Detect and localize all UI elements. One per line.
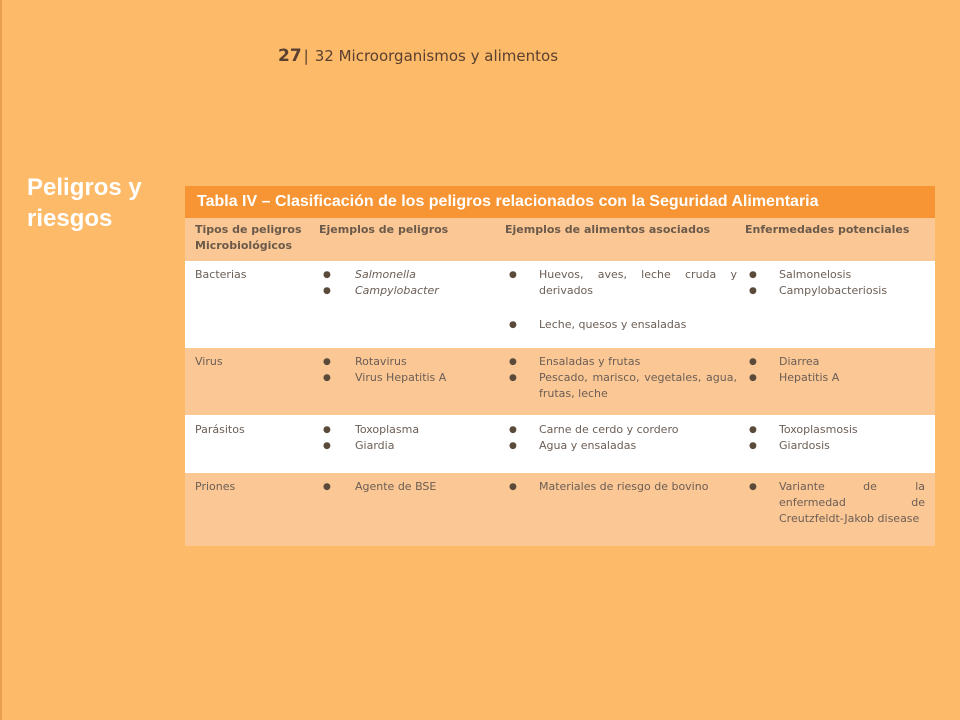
bullet-icon: ● — [749, 482, 757, 492]
bullet-icon: ● — [323, 482, 331, 492]
list-item: ● Pescado, marisco, vegetales, agua, frutas, leche — [505, 370, 737, 402]
hazards-cell — [319, 267, 505, 348]
bullet-icon: ● — [323, 357, 331, 367]
bullet-icon: ● — [323, 425, 331, 435]
list-item: ● Carne de cerdo y cordero — [505, 422, 737, 438]
bullet-icon: ● — [509, 373, 517, 383]
hazards-cell — [319, 422, 505, 473]
list-item: ● Campylobacter — [319, 283, 495, 299]
list-item: ● Ensaladas y frutas — [505, 354, 737, 370]
list-item: ● Leche, quesos y ensaladas — [505, 317, 737, 333]
row-type: Bacterias — [195, 268, 247, 281]
table-row — [185, 348, 935, 415]
left-edge-border — [0, 0, 2, 720]
table-row — [185, 473, 935, 546]
diseases-cell — [745, 479, 935, 546]
row-type: Virus — [195, 355, 223, 368]
table-title: Tabla IV – Clasificación de los peligros relacionados con la Seguridad Alimentaria — [185, 186, 935, 218]
list-item: ● Diarrea — [745, 354, 925, 370]
bullet-icon: ● — [323, 286, 331, 296]
list-item: ● Salmonelosis — [745, 267, 925, 283]
list-item: ● Giardosis — [745, 438, 925, 454]
hazards-table — [185, 186, 935, 546]
list-item: ● Salmonella — [319, 267, 495, 283]
list-item: ● Variante de la enfermedad de Creutzfeldt-Jakob disease — [745, 479, 925, 527]
diseases-cell — [745, 267, 935, 348]
table-header-row — [185, 218, 935, 261]
bullet-icon: ● — [749, 425, 757, 435]
bullet-icon: ● — [749, 270, 757, 280]
list-item: ● Giardia — [319, 438, 495, 454]
bullet-icon: ● — [509, 482, 517, 492]
column-header-diseases: Enfermedades potenciales — [745, 223, 910, 236]
foods-cell — [505, 479, 745, 546]
bullet-icon: ● — [749, 373, 757, 383]
foods-cell — [505, 267, 745, 348]
row-type: Priones — [195, 480, 236, 493]
bullet-icon: ● — [509, 270, 517, 280]
list-item: ● Materiales de riesgo de bovino — [505, 479, 737, 495]
bullet-icon: ● — [509, 441, 517, 451]
list-item: ● Toxoplasma — [319, 422, 495, 438]
bullet-icon: ● — [509, 425, 517, 435]
list-item: ● Virus Hepatitis A — [319, 370, 495, 386]
list-item: ● Hepatitis A — [745, 370, 925, 386]
column-header-type: Tipos de peligros Microbiológicos — [195, 223, 302, 252]
foods-cell — [505, 422, 745, 473]
bullet-icon: ● — [323, 373, 331, 383]
list-item: ● Huevos, aves, leche cruda y derivados — [505, 267, 737, 299]
list-item: ● Agua y ensaladas — [505, 438, 737, 454]
list-item: ● Agente de BSE — [319, 479, 495, 495]
page-number: 27 — [278, 46, 302, 66]
bullet-icon: ● — [323, 270, 331, 280]
header-title: 32 Microorganismos y alimentos — [314, 47, 559, 65]
column-header-hazards: Ejemplos de peligros — [319, 223, 449, 236]
row-type: Parásitos — [195, 423, 245, 436]
foods-cell — [505, 354, 745, 415]
table-row — [185, 261, 935, 348]
slide-header — [278, 46, 558, 66]
bullet-icon: ● — [509, 320, 517, 330]
bullet-icon: ● — [749, 441, 757, 451]
diseases-cell — [745, 354, 935, 415]
header-separator: | — [303, 47, 309, 65]
side-title: Peligros y riesgos — [27, 174, 142, 232]
column-header-foods: Ejemplos de alimentos asociados — [505, 223, 711, 236]
table-row — [185, 415, 935, 473]
bullet-icon: ● — [749, 286, 757, 296]
bullet-icon: ● — [323, 441, 331, 451]
list-item: ● Rotavirus — [319, 354, 495, 370]
list-item: ● Toxoplasmosis — [745, 422, 925, 438]
diseases-cell — [745, 422, 935, 473]
hazards-cell — [319, 479, 505, 546]
bullet-icon: ● — [749, 357, 757, 367]
bullet-icon: ● — [509, 357, 517, 367]
list-item: ● Campylobacteriosis — [745, 283, 925, 299]
hazards-cell — [319, 354, 505, 415]
